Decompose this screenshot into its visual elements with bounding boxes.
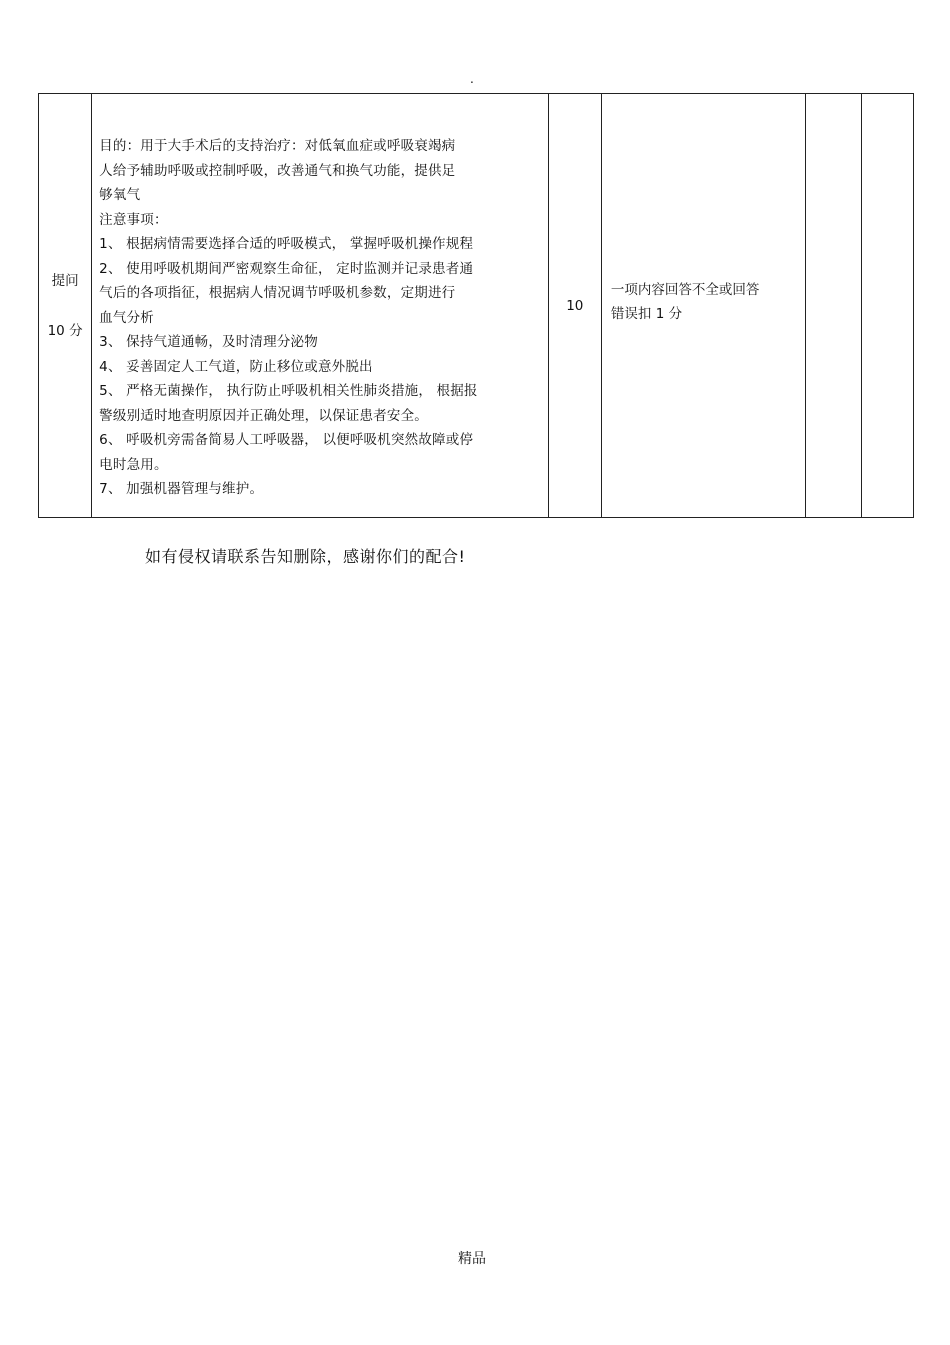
table-row — [39, 94, 914, 518]
content-line: 气后的各项指征，根据病人情况调节呼吸机参数，定期进行 — [99, 285, 456, 302]
content-line: 目的：用于大手术后的支持治疗：对低氧血症或呼吸衰竭病 — [99, 138, 456, 155]
content-line: 注意事项： — [99, 211, 168, 228]
item-points: 10 分 — [47, 322, 83, 339]
content-line: 3、 保持气道通畅，及时清理分泌物 — [99, 334, 318, 351]
deduction-line: 错误扣 1 分 — [610, 305, 683, 322]
blank-cell — [861, 94, 913, 518]
content-line: 够氧气 — [99, 187, 141, 204]
deduction-cell — [601, 94, 805, 518]
content-line: 7、 加强机器管理与维护。 — [99, 481, 264, 498]
content-line: 1、 根据病情需要选择合适的呼吸模式， 掌握呼吸机操作规程 — [99, 236, 474, 253]
content-line: 电时急用。 — [99, 456, 168, 473]
blank-cell — [805, 94, 861, 518]
deduction-line: 一项内容回答不全或回答 — [610, 281, 760, 298]
item-cell — [39, 94, 92, 518]
content-line: 人给予辅助呼吸或控制呼吸，改善通气和换气功能，提供足 — [99, 162, 456, 179]
scoring-table — [38, 93, 914, 518]
page-mark: 精品 — [458, 1251, 486, 1267]
content-line: 血气分析 — [99, 309, 154, 326]
score-cell: 10 — [548, 94, 601, 518]
content-line: 2、 使用呼吸机期间严密观察生命征， 定时监测并记录患者通 — [99, 260, 474, 277]
header-mark: . — [470, 72, 474, 86]
content-line: 5、 严格无菌操作， 执行防止呼吸机相关性肺炎措施， 根据报 — [99, 383, 478, 400]
content-line: 6、 呼吸机旁需备简易人工呼吸器， 以便呼吸机突然故障或停 — [99, 432, 474, 449]
item-name: 提问 — [51, 272, 79, 289]
footer-note: 如有侵权请联系告知删除，感谢你们的配合! — [145, 547, 466, 566]
content-cell — [92, 94, 549, 518]
content-line: 4、 妥善固定人工气道，防止移位或意外脱出 — [99, 358, 373, 375]
content-line: 警级别适时地查明原因并正确处理，以保证患者安全。 — [99, 407, 428, 424]
